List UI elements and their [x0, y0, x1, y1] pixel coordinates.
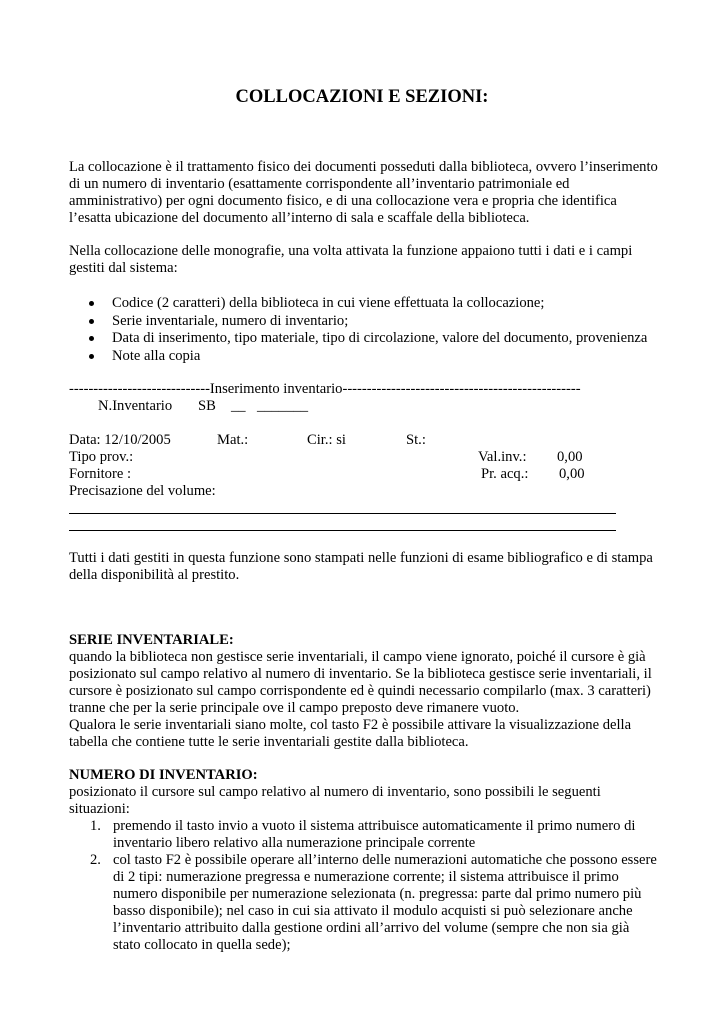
numero-heading: NUMERO DI INVENTARIO: [69, 767, 258, 783]
pr-acq-value: 0,00 [559, 466, 585, 482]
list-item: Data di inserimento, tipo materiale, tipo di circolazione, valore del documento, provenienza [69, 330, 659, 348]
st-field: St.: [406, 432, 426, 448]
val-inv-value: 0,00 [557, 449, 583, 465]
list-item-number: 1. [90, 818, 101, 834]
precisazione-line-2 [69, 530, 616, 531]
serie-text-1: quando la biblioteca non gestisce serie inventariali, il campo viene ignorato, poiché il cursore è già posizionato sul campo relativo al numero di inventario. Se la biblioteca gestisce serie inventariali, il cursore è posizionato sul campo corrispondente ed è quindi necessario compilarlo (max. 3 caratteri) tranne che per la serie principale ove il campo preposto deve rimanere vuoto. [69, 649, 652, 716]
monografie-paragraph: Nella collocazione delle monografie, una volta attivata la funzione appaiono tutti i dati e i campi gestiti dal sistema: [69, 243, 633, 276]
pr-acq-label: Pr. acq.: [481, 466, 529, 482]
val-inv-label: Val.inv.: [478, 449, 527, 465]
ninv-number-field: _______ [257, 398, 309, 414]
numero-list [69, 818, 659, 954]
list-item-text: premendo il tasto invio a vuoto il sistema attribuisce automaticamente il primo numero di inventario libero relativo alla numerazione principale corrente [113, 818, 636, 851]
list-item-text: col tasto F2 è possibile operare all’interno delle numerazioni automatiche che possono essere di 2 tipi: numerazione pregressa e numerazione corrente; il sistema attribuisce il primo numero disponibile per numerazione selezionata (n. pregressa: parte dal primo numero più basso disponibile); nel caso in cui sia attivato il modulo acquisti si può selezionare anche l’inventario attribuito dalla gestione ordini all’arrivo del volume (sempre che non sia già stato collocato in quella sede); [113, 852, 657, 953]
fields-list [69, 295, 659, 365]
list-item: Note alla copia [69, 348, 659, 366]
ninv-code: SB [198, 398, 216, 414]
precisazione-line-1 [69, 513, 616, 514]
serie-section [69, 632, 659, 751]
list-item: Serie inventariale, numero di inventario; [69, 313, 659, 331]
fornitore-field: Fornitore : [69, 466, 132, 482]
list-item: Codice (2 caratteri) della biblioteca in cui viene effettuata la collocazione; [69, 295, 659, 313]
tipo-prov-field: Tipo prov.: [69, 449, 134, 465]
tutti-paragraph: Tutti i dati gestiti in questa funzione sono stampati nelle funzioni di esame bibliografico e di stampa della disponibilità al prestito. [69, 550, 653, 583]
numero-text: posizionato il cursore sul campo relativo al numero di inventario, sono possibili le seguenti situazioni: [69, 784, 601, 817]
intro-paragraph: La collocazione è il trattamento fisico dei documenti posseduti dalla biblioteca, ovvero l’inserimento di un numero di inventario (esattamente corrispondente all’inventario patrimoniale ed amministrativo) per ogni documento fisico, e di una collocazione vera e propria che identifica l’esatta ubicazione del documento all’interno di sala e scaffale della biblioteca. [69, 159, 658, 226]
list-item [69, 818, 659, 852]
cir-field: Cir.: si [307, 432, 346, 448]
mat-field: Mat.: [217, 432, 249, 448]
list-item [69, 852, 659, 954]
serie-heading: SERIE INVENTARIALE: [69, 632, 234, 648]
data-field: Data: 12/10/2005 [69, 432, 171, 448]
list-item-number: 2. [90, 852, 101, 868]
serie-text-2: Qualora le serie inventariali siano molte, col tasto F2 è possibile attivare la visualizzazione della tabella che contiene tutte le serie inventariali gestite dalla biblioteca. [69, 717, 632, 750]
ninv-label: N.Inventario [98, 398, 173, 414]
ninv-series-field: __ [231, 398, 246, 414]
page-title: COLLOCAZIONI E SEZIONI: [235, 87, 489, 107]
form-header: -----------------------------Inserimento inventario------------------------------------------------- [69, 381, 581, 397]
precisazione-field: Precisazione del volume: [69, 483, 216, 499]
numero-section [69, 767, 659, 954]
